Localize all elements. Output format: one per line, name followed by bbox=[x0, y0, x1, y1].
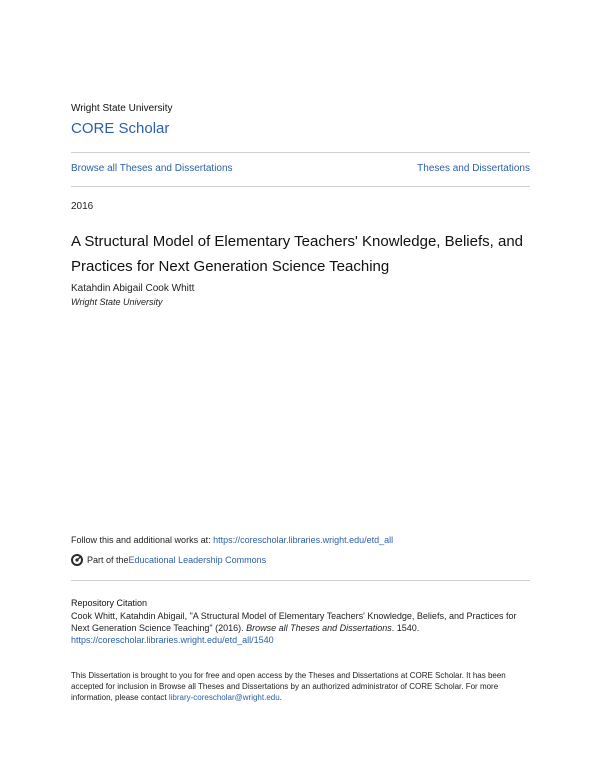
theses-dissertations-link[interactable]: Theses and Dissertations bbox=[417, 163, 530, 174]
access-end: . bbox=[279, 693, 282, 702]
divider-nav bbox=[71, 186, 530, 187]
divider-top bbox=[71, 152, 530, 153]
document-title: A Structural Model of Elementary Teachers' Knowledge, Beliefs, and Practices for Next Generation Science Teaching bbox=[71, 233, 523, 275]
author-affiliation: Wright State University bbox=[71, 297, 163, 307]
author-name: Katahdin Abigail Cook Whitt bbox=[71, 283, 195, 294]
divider-bottom bbox=[71, 580, 530, 581]
follow-url-link[interactable]: https://corescholar.libraries.wright.edu/etd_all bbox=[213, 535, 394, 545]
citation-text bbox=[71, 610, 531, 646]
repository-link[interactable]: CORE Scholar bbox=[71, 120, 170, 137]
partof-prefix: Part of the bbox=[87, 555, 129, 565]
citation-url-link[interactable]: https://corescholar.libraries.wright.edu/etd_all/1540 bbox=[71, 635, 274, 645]
institution-name: Wright State University bbox=[71, 103, 173, 114]
citation-heading: Repository Citation bbox=[71, 598, 148, 608]
commons-network-icon bbox=[71, 554, 83, 566]
access-statement bbox=[71, 670, 531, 703]
follow-prefix: Follow this and additional works at: bbox=[71, 535, 214, 545]
access-text: This Dissertation is brought to you for free and open access by the Theses and Dissertations at CORE Scholar. It has been accepted for inclusion in Browse all Theses and Dissertations by an authorized administrator of CORE Scholar. For more information, please contact bbox=[71, 671, 506, 702]
contact-email-link[interactable]: library-corescholar@wright.edu bbox=[168, 693, 280, 702]
follow-line bbox=[71, 535, 393, 545]
citation-body: Cook Whitt, Katahdin Abigail, "A Structural Model of Elementary Teachers' Knowledge, Beliefs, and Practices for Next Generation Science Teaching" (2016). bbox=[71, 611, 517, 633]
publication-year: 2016 bbox=[71, 201, 94, 212]
citation-number: . 1540. bbox=[391, 623, 420, 633]
educational-leadership-link[interactable]: Educational Leadership Commons bbox=[128, 555, 267, 565]
part-of-line bbox=[71, 554, 266, 566]
browse-all-link[interactable]: Browse all Theses and Dissertations bbox=[71, 163, 233, 174]
citation-series: Browse all Theses and Dissertations bbox=[246, 623, 392, 633]
